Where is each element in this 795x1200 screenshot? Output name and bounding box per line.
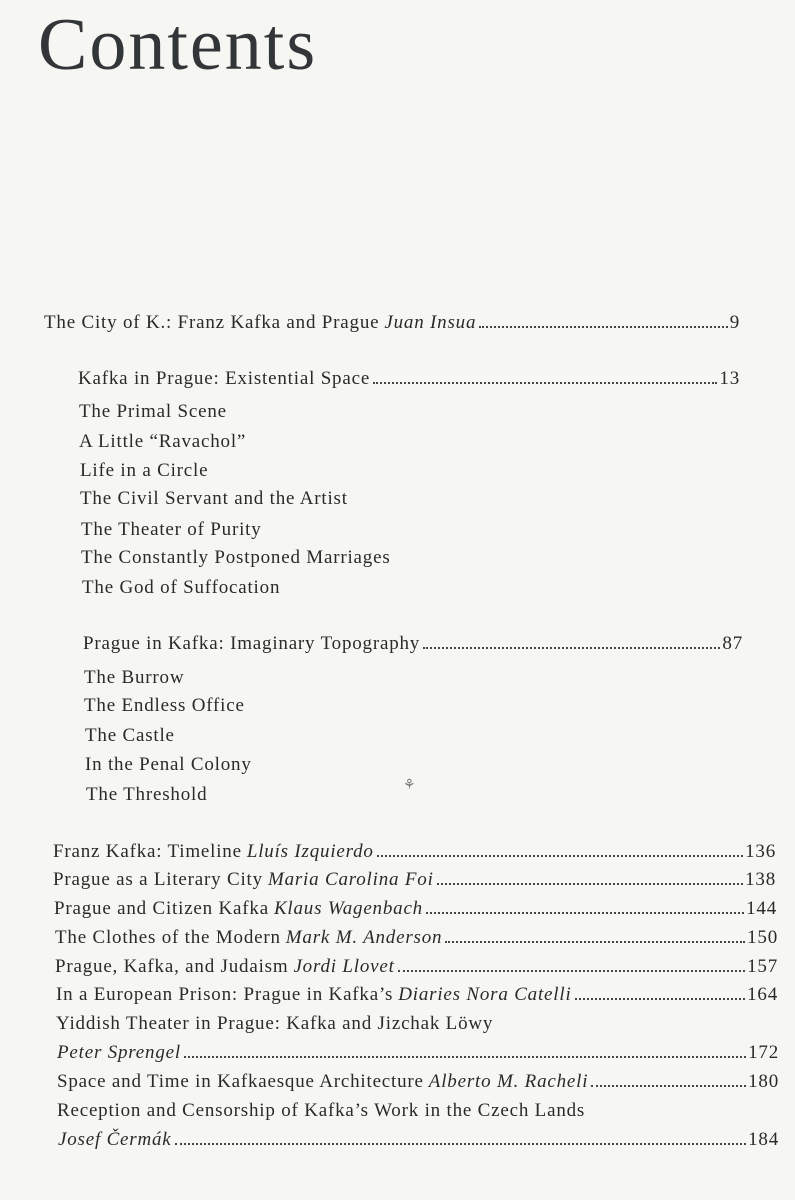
toc-entry-page: 180 <box>748 1071 779 1092</box>
toc-entry-title: Prague in Kafka: Imaginary Topography <box>83 633 421 654</box>
toc-entry-first-line[interactable] <box>56 1014 493 1033</box>
toc-entry-title: In the Penal Colony <box>85 754 252 775</box>
toc-entry-title: Prague as a Literary City <box>53 869 263 890</box>
toc-entry-page: 136 <box>745 841 776 862</box>
toc-entry-title: The Civil Servant and the Artist <box>80 488 348 509</box>
toc-entry-page: 164 <box>747 984 778 1005</box>
toc-entry[interactable] <box>78 369 740 388</box>
dot-leader <box>591 1085 746 1087</box>
toc-entry-author: Lluís Izquierdo <box>246 841 374 862</box>
toc-entry-page: 157 <box>747 956 778 977</box>
toc-entry-title: Life in a Circle <box>80 460 209 481</box>
toc-entry-page: 172 <box>748 1042 779 1063</box>
toc-subentry[interactable] <box>81 520 262 539</box>
dot-leader <box>423 647 720 649</box>
toc-subentry[interactable] <box>81 548 391 567</box>
toc-entry[interactable] <box>54 899 777 918</box>
toc-entry-page: 150 <box>747 927 778 948</box>
toc-entry-author: Mark M. Anderson <box>285 927 443 948</box>
dot-leader <box>575 998 746 1000</box>
toc-entry-author: Peter Sprengel <box>57 1042 181 1063</box>
toc-entry-page: 13 <box>719 368 740 389</box>
dot-leader <box>479 326 727 328</box>
toc-entry-title: Franz Kafka: Timeline <box>53 841 242 862</box>
toc-entry-title: The Primal Scene <box>79 401 227 422</box>
toc-subentry[interactable] <box>85 755 252 774</box>
toc-entry-first-line[interactable] <box>57 1101 585 1120</box>
toc-entry-author: Maria Carolina Foi <box>267 869 434 890</box>
dot-leader <box>175 1143 747 1145</box>
toc-entry-author: Juan Insua <box>384 312 477 333</box>
toc-entry-continuation[interactable] <box>57 1043 779 1062</box>
toc-entry-title: Yiddish Theater in Prague: Kafka and Jizchak Löwy <box>56 1013 494 1034</box>
toc-entry-title: Prague, Kafka, and Judaism <box>55 956 289 977</box>
toc-entry[interactable] <box>57 1072 779 1091</box>
dot-leader <box>377 855 743 857</box>
toc-entry-title: Reception and Censorship of Kafka’s Work in the Czech Lands <box>57 1100 586 1121</box>
toc-entry-title: The Clothes of the Modern <box>55 927 281 948</box>
toc-entry-author: Diaries Nora Catelli <box>398 984 572 1005</box>
toc-entry-title: The Burrow <box>84 667 185 688</box>
toc-entry-continuation[interactable] <box>58 1130 779 1149</box>
toc-entry-page: 184 <box>748 1129 779 1150</box>
dot-leader <box>373 382 717 384</box>
toc-entry-page: 87 <box>722 633 743 654</box>
toc-subentry[interactable] <box>85 726 175 745</box>
toc-entry-title: In a European Prison: Prague in Kafka’s <box>56 984 394 1005</box>
page-title: Contents <box>38 4 318 86</box>
toc-entry[interactable] <box>53 842 776 861</box>
toc-subentry[interactable] <box>80 461 208 480</box>
toc-subentry[interactable] <box>79 402 227 421</box>
toc-entry-title: A Little “Ravachol” <box>79 431 247 452</box>
toc-subentry[interactable] <box>82 578 280 597</box>
toc-entry-title: Space and Time in Kafkaesque Architecture <box>57 1071 424 1092</box>
toc-entry-title: The Castle <box>85 725 175 746</box>
toc-entry-author: Josef Čermák <box>58 1129 172 1150</box>
toc-entry-title: The God of Suffocation <box>82 577 281 598</box>
toc-entry-title: The Constantly Postponed Marriages <box>81 547 391 568</box>
toc-subentry[interactable] <box>84 668 184 687</box>
dot-leader <box>398 970 745 972</box>
toc-entry-title: Kafka in Prague: Existential Space <box>78 368 371 389</box>
toc-entry-author: Alberto M. Racheli <box>428 1071 589 1092</box>
dot-leader <box>426 912 744 914</box>
dot-leader <box>184 1056 746 1058</box>
toc-entry-title: The City of K.: Franz Kafka and Prague <box>44 312 380 333</box>
toc-subentry[interactable] <box>86 785 207 804</box>
paper-smudge: ⚘ <box>403 778 416 793</box>
dot-leader <box>445 941 745 943</box>
toc-entry-title: The Threshold <box>86 784 208 805</box>
toc-subentry[interactable] <box>80 489 348 508</box>
toc-entry-page: 138 <box>745 869 776 890</box>
toc-entry-page: 144 <box>746 898 777 919</box>
toc-entry[interactable] <box>55 957 778 976</box>
toc-subentry[interactable] <box>79 432 246 451</box>
toc-entry[interactable] <box>83 634 743 653</box>
toc-entry[interactable] <box>53 870 776 889</box>
dot-leader <box>437 883 743 885</box>
toc-entry-title: The Endless Office <box>84 695 245 716</box>
toc-entry-title: The Theater of Purity <box>81 519 262 540</box>
toc-entry-author: Klaus Wagenbach <box>273 898 423 919</box>
toc-entry-page: 9 <box>729 312 740 333</box>
toc-entry-author: Jordi Llovet <box>293 956 395 977</box>
toc-subentry[interactable] <box>84 696 245 715</box>
toc-entry[interactable] <box>56 985 778 1004</box>
toc-entry-title: Prague and Citizen Kafka <box>54 898 269 919</box>
toc-entry[interactable] <box>55 928 778 947</box>
toc-entry[interactable] <box>44 313 740 332</box>
